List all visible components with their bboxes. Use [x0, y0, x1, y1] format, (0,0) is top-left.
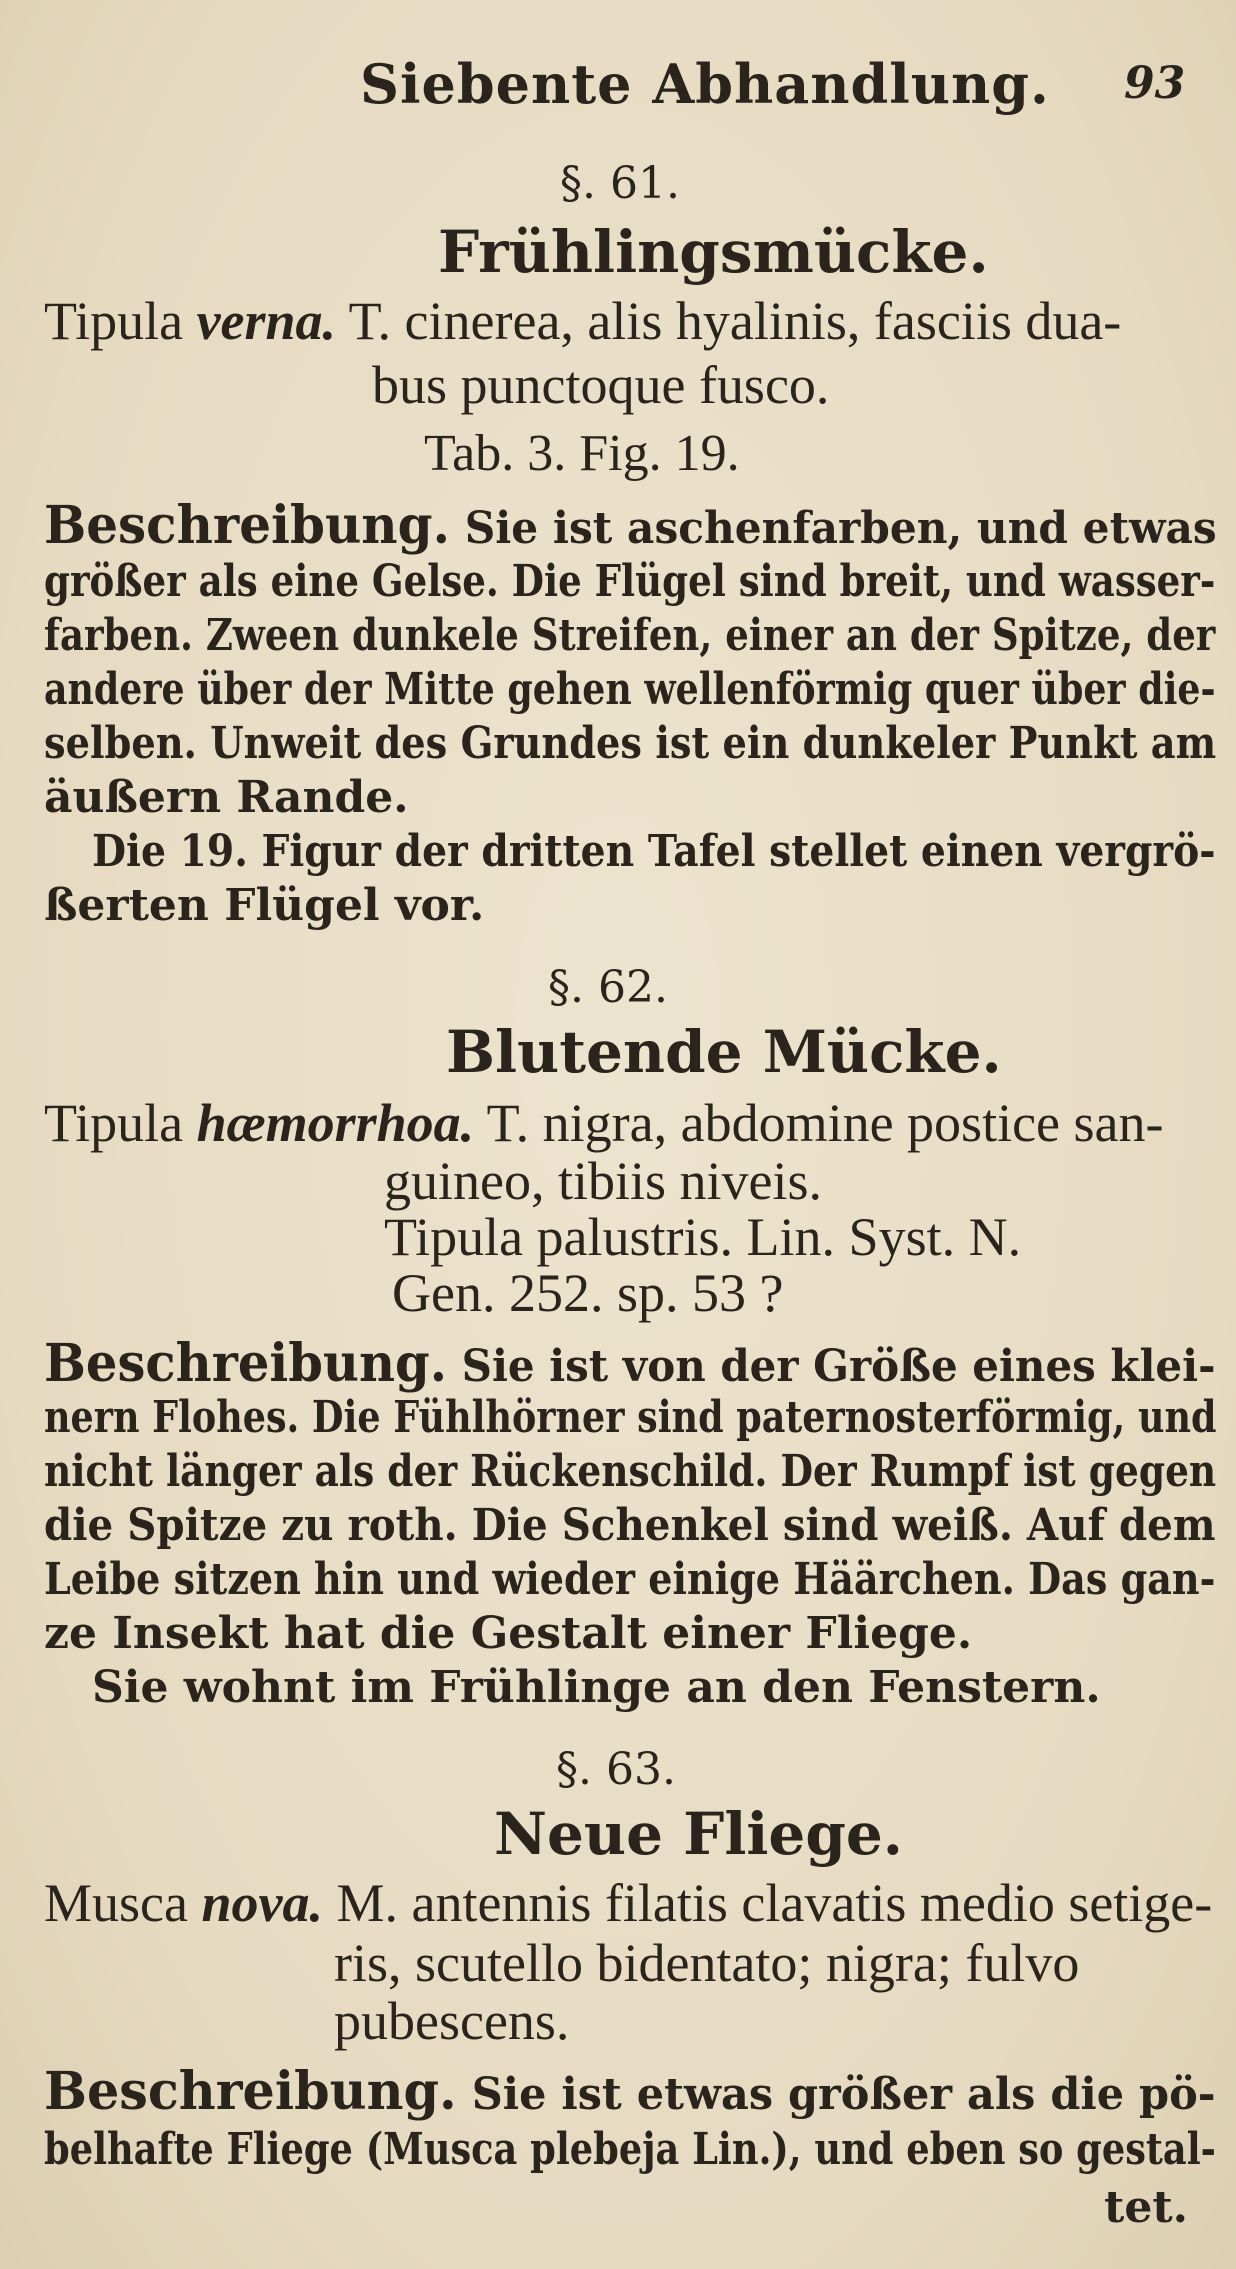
- description-line: größer als eine Gelse. Die Flügel sind breit, und wasser-: [44, 556, 1216, 607]
- entry-title: Frühlingsmücke.: [438, 218, 989, 286]
- description-line: belhafte Fliege (Musca plebeja Lin.), und eben so gestal-: [44, 2124, 1216, 2175]
- entry-title: Neue Fliege.: [494, 1800, 903, 1868]
- running-title: Siebente Abhandlung.: [360, 52, 1050, 116]
- page-number: 93: [1124, 58, 1186, 109]
- latin-diagnosis-line: Tipula palustris. Lin. Syst. N.: [384, 1207, 1022, 1267]
- latin-diagnosis-line: pubescens.: [334, 1991, 570, 2051]
- description-line: äußern Rande.: [44, 772, 409, 823]
- section-number: §. 63.: [556, 1744, 676, 1795]
- latin-diagnosis-line: Tipula hæmorrhoa. T. nigra, abdomine postice san-: [44, 1093, 1164, 1153]
- latin-diagnosis-line: Musca nova. M. antennis filatis clavatis medio setige-: [44, 1873, 1213, 1933]
- description-line: nern Flohes. Die Fühlhörner sind paternosterförmig, und: [44, 1392, 1217, 1443]
- description-line: Beschreibung. Sie ist von der Größe eines klei-: [44, 1333, 1216, 1394]
- description-line: selben. Unweit des Grundes ist ein dunkeler Punkt am: [44, 718, 1217, 769]
- description-heading: Beschreibung.: [44, 1333, 448, 1394]
- latin-diagnosis-line: Gen. 252. sp. 53 ?: [392, 1263, 784, 1323]
- description-line: andere über der Mitte gehen wellenförmig quer über die-: [44, 664, 1216, 715]
- description-line: Sie wohnt im Frühlinge an den Fenstern.: [92, 1662, 1101, 1713]
- section-number: §. 61.: [560, 158, 680, 209]
- figure-reference: Tab. 3. Fig. 19.: [424, 425, 740, 482]
- latin-diagnosis-line: ris, scutello bidentato; nigra; fulvo: [334, 1933, 1080, 1993]
- description-line: Die 19. Figur der dritten Tafel stellet einen vergrö-: [92, 826, 1216, 877]
- description-line: Leibe sitzen hin und wieder einige Häärchen. Das gan-: [44, 1554, 1216, 1605]
- latin-diagnosis-line: Tipula verna. T. cinerea, alis hyalinis, fasciis dua-: [44, 291, 1122, 351]
- section-number: §. 62.: [548, 962, 668, 1013]
- description-line: Beschreibung. Sie ist aschenfarben, und etwas: [44, 495, 1217, 556]
- description-line: farben. Zween dunkele Streifen, einer an der Spitze, der: [44, 610, 1216, 661]
- description-line: tet.: [1104, 2182, 1188, 2233]
- description-line: nicht länger als der Rückenschild. Der Rumpf ist gegen: [44, 1446, 1217, 1497]
- description-line: die Spitze zu roth. Die Schenkel sind weiß. Auf dem: [44, 1500, 1216, 1551]
- description-line: ze Insekt hat die Gestalt einer Fliege.: [44, 1608, 973, 1659]
- description-heading: Beschreibung.: [44, 2061, 457, 2122]
- latin-diagnosis-line: guineo, tibiis niveis.: [384, 1151, 822, 1211]
- entry-title: Blutende Mücke.: [446, 1018, 1002, 1086]
- description-heading: Beschreibung.: [44, 495, 450, 556]
- description-line: Beschreibung. Sie ist etwas größer als die pö-: [44, 2061, 1216, 2122]
- latin-diagnosis-line: bus punctoque fusco.: [372, 355, 830, 415]
- description-line: ßerten Flügel vor.: [44, 880, 485, 931]
